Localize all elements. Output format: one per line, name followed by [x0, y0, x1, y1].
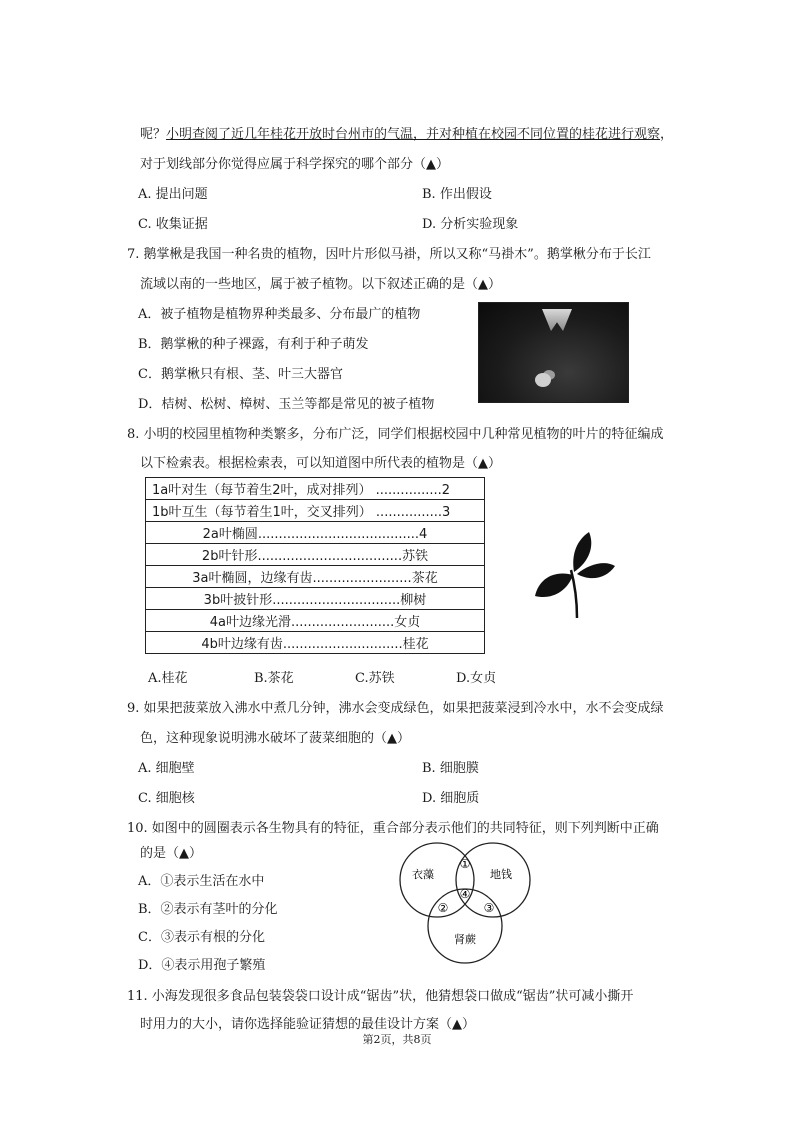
venn-mark-1: ① — [459, 857, 471, 871]
q6-line1-end: ， — [660, 127, 674, 142]
q8-line2: 以下检索表。根据检索表，可以知道图中所代表的植物是（▲） — [140, 456, 501, 471]
q9-option-b[interactable]: B. 细胞膜 — [422, 761, 479, 776]
venn-mark-3: ③ — [483, 901, 495, 915]
venn-label-bottom: 肾蕨 — [454, 933, 476, 946]
q7-option-c[interactable]: C．鹅掌楸只有根、茎、叶三大器官 — [138, 367, 343, 382]
venn-label-left: 衣藻 — [412, 868, 434, 881]
q9-line1: 9. 如果把菠菜放入沸水中煮几分钟，沸水会变成绿色，如果把菠菜浸到冷水中，水不会变成绿 — [127, 701, 664, 716]
q6-option-c[interactable]: C. 收集证据 — [138, 217, 208, 232]
flower-shape — [542, 309, 572, 331]
key-row-text: 2a叶椭圆.......................................4 — [146, 522, 485, 544]
q6-underlined-text: 小明查阅了近几年桂花开放时台州市的气温，并对种植在校园不同位置的桂花进行观察 — [166, 127, 661, 142]
venn-mark-2: ② — [437, 901, 449, 915]
key-row — [146, 500, 485, 522]
q7-option-d[interactable]: D．桔树、松树、樟树、玉兰等都是常见的被子植物 — [138, 397, 435, 412]
key-row-text: 4b叶边缘有齿.............................桂花 — [146, 632, 485, 654]
plant-key-table — [145, 477, 485, 654]
key-row — [146, 610, 485, 632]
key-row-text: 1b叶互生（每节着生1叶，交叉排列） ................3 — [146, 500, 485, 522]
key-row — [146, 544, 485, 566]
q10-option-d[interactable]: D．④表示用孢子繁殖 — [138, 958, 266, 973]
q6-line2: 对于划线部分你觉得应属于科学探究的哪个部分（▲） — [140, 157, 449, 172]
key-row-text: 3b叶披针形...............................柳树 — [146, 588, 485, 610]
leaf-illustration — [533, 530, 617, 620]
q10-option-c[interactable]: C．③表示有根的分化 — [138, 930, 265, 945]
key-row — [146, 522, 485, 544]
q6-line1-start: 呢？ — [140, 127, 167, 142]
q10-option-a[interactable]: A．①表示生活在水中 — [138, 874, 265, 889]
tulip-tree-photo — [478, 302, 629, 403]
key-row — [146, 478, 485, 500]
q9-option-d[interactable]: D. 细胞质 — [422, 791, 480, 806]
flower-shape — [535, 373, 551, 387]
q8-option-d[interactable]: D.女贞 — [456, 671, 497, 686]
key-row-text: 4a叶边缘光滑.........................女贞 — [146, 610, 485, 632]
venn-diagram — [395, 840, 535, 965]
key-row — [146, 588, 485, 610]
key-row-text: 3a叶椭圆，边缘有齿........................茶花 — [146, 566, 485, 588]
q8-option-a[interactable]: A.桂花 — [148, 671, 188, 686]
q11-line2: 时用力的大小，请你选择能验证猜想的最佳设计方案（▲） — [140, 1017, 475, 1032]
q9-option-c[interactable]: C. 细胞核 — [138, 791, 195, 806]
q8-option-b[interactable]: B.茶花 — [254, 671, 294, 686]
q8-option-c[interactable]: C.苏铁 — [355, 671, 395, 686]
q11-line1: 11. 小海发现很多食品包装袋袋口设计成“锯齿”状，他猜想袋口做成“锯齿”状可减小撕开 — [127, 989, 634, 1004]
q6-option-d[interactable]: D. 分析实验现象 — [422, 217, 519, 232]
q8-line1: 8. 小明的校园里植物种类繁多，分布广泛，同学们根据校园中几种常见植物的叶片的特征编成 — [127, 427, 664, 442]
q10-option-b[interactable]: B．②表示有茎叶的分化 — [138, 902, 278, 917]
q7-option-a[interactable]: A．被子植物是植物界种类最多、分布最广的植物 — [138, 307, 421, 322]
q9-option-a[interactable]: A. 细胞壁 — [138, 761, 195, 776]
q10-line1: 10. 如图中的圆圈表示各生物具有的特征，重合部分表示他们的共同特征，则下列判断中正确 — [127, 821, 659, 836]
page-footer: 第2页，共8页 — [362, 1033, 432, 1046]
key-row — [146, 632, 485, 654]
q9-line2: 色，这种现象说明沸水破坏了菠菜细胞的（▲） — [140, 731, 410, 746]
key-row-text: 2b叶针形...................................苏铁 — [146, 544, 485, 566]
q7-line2: 流域以南的一些地区，属于被子植物。以下叙述正确的是（▲） — [140, 277, 501, 292]
key-row — [146, 566, 485, 588]
venn-mark-4: ④ — [459, 887, 471, 901]
q7-option-b[interactable]: B．鹅掌楸的种子裸露，有利于种子萌发 — [138, 337, 369, 352]
q6-option-b[interactable]: B. 作出假设 — [422, 187, 492, 202]
q6-line1 — [140, 123, 673, 142]
q6-option-a[interactable]: A. 提出问题 — [138, 187, 208, 202]
venn-label-right: 地钱 — [490, 868, 512, 881]
q7-line1: 7. 鹅掌楸是我国一种名贵的植物，因叶片形似马褂，所以又称“马褂木”。鹅掌楸分布于长江 — [127, 247, 651, 262]
key-row-text: 1a叶对生（每节着生2叶，成对排列） ................2 — [146, 478, 485, 500]
q10-line2: 的是（▲） — [140, 846, 202, 861]
